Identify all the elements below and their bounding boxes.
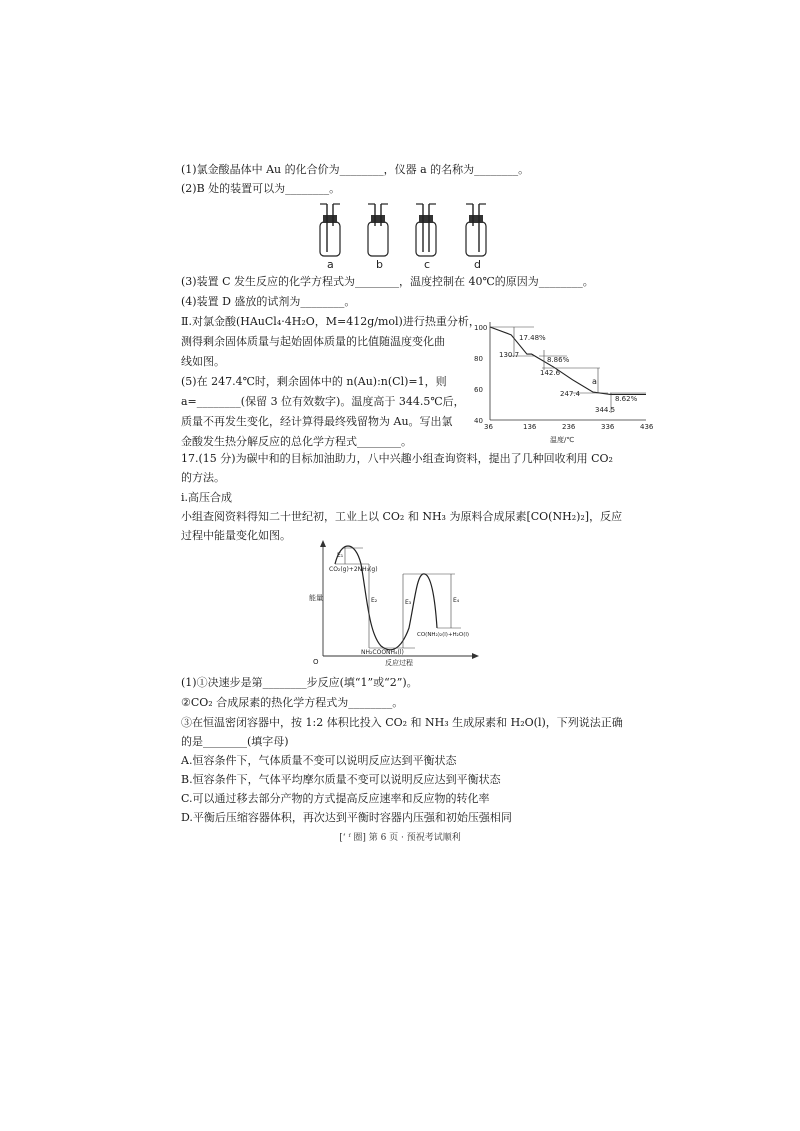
species-reactants: CO₂(g)+2NH₃(g) [329,566,378,573]
part2-intro-3: 线如图。 [181,355,225,368]
part2-intro-2: 测得剩余固体质量与起始固体质量的比值随温度变化曲 [181,335,445,348]
question-3: (3)装置 C 发生反应的化学方程式为________，温度控制在 40℃的原因为________。 [181,275,594,288]
label-e1: E₁ [337,552,344,559]
x-tick-label: 36 [484,423,493,431]
question-4: (4)装置 D 盛放的试剂为________。 [181,295,356,308]
q17-head-line1: 17.(15 分)为碳中和的目标加油助力，八中兴趣小组查询资料，提出了几种回收利用 CO₂ [181,452,613,465]
label-8-62: 8.62% [615,395,638,403]
label-130-7: 130.7 [499,351,520,359]
option-b: B.恒容条件下，气体平均摩尔质量不变可以说明反应达到平衡状态 [181,773,501,786]
x-tick-label: 336 [601,423,615,431]
question-5-line1: (5)在 247.4℃时，剩余固体中的 n(Au):n(Cl)=1，则 [181,375,447,388]
part2-intro-1: Ⅱ.对氯金酸(HAuCl₄·4H₂O，M=412g/mol)进行热重分析， [181,315,480,328]
y-tick-label: 60 [474,386,483,394]
q17-1-3-line2: 的是________(填字母) [181,735,289,748]
option-c: C.可以通过移去部分产物的方式提高反应速率和反应物的转化率 [181,792,490,805]
label-e2: E₂ [371,597,378,604]
bottle-label-b: b [376,258,383,271]
question-1: (1)氯金酸晶体中 Au 的化合价为________，仪器 a 的名称为________。 [181,163,530,176]
question-5-line2: a=________(保留 3 位有效数字)。温度高于 344.5℃后， [181,395,465,408]
label-142-6: 142.6 [540,369,561,377]
thermogravimetric-chart [472,318,662,448]
energy-axis-label: 能量 [309,594,323,602]
q17-head-line2: 的方法。 [181,471,225,484]
y-tick-label: 100 [474,324,488,332]
x-axis-label: 温度/℃ [550,436,575,444]
y-tick-label: 40 [474,417,483,425]
x-tick-label: 136 [523,423,537,431]
progress-axis-label: 反应过程 [385,659,413,667]
q17-intro-line1: 小组查阅资料得知二十世纪初，工业上以 CO₂ 和 NH₃ 为原料合成尿素[CO(NH₂)₂]，反应 [181,510,623,523]
gas-bottles-figure [300,200,510,272]
question-2: (2)B 处的装置可以为________。 [181,182,341,195]
energy-diagram [305,538,480,670]
bottle-label-a: a [327,258,334,271]
x-tick-label: 436 [640,423,654,431]
species-products: CO(NH₂)₂(l)+H₂O(l) [417,632,470,638]
bottle-b [368,204,388,256]
bottle-label-d: d [474,258,481,271]
y-tick-label: 80 [474,355,483,363]
q17-1-1: (1)①决速步是第________步反应(填“1”或“2”)。 [181,676,418,689]
label-8-86: 8.86% [547,356,570,364]
option-a: A.恒容条件下，气体质量不变可以说明反应达到平衡状态 [181,754,457,767]
q17-intro-line2: 过程中能量变化如图。 [181,529,291,542]
question-5-line4: 金酸发生热分解反应的总化学方程式________。 [181,435,412,448]
bottle-label-c: c [424,258,431,271]
label-e3: E₃ [405,599,412,606]
q17-1-2: ②CO₂ 合成尿素的热化学方程式为________。 [181,696,404,709]
label-e4: E₄ [453,597,460,604]
bottle-d [466,204,486,256]
label-344-5: 344.5 [595,406,616,414]
q17-1-3-line1: ③在恒温密闭容器中，按 1:2 体积比投入 CO₂ 和 NH₃ 生成尿素和 H₂O(l)，下列说法正确 [181,716,623,729]
label-a: a [592,377,597,386]
question-5-line3: 质量不再发生变化，经计算得最终残留物为 Au。写出氯 [181,415,453,428]
bottle-c [416,204,436,256]
option-d: D.平衡后压缩容器体积，再次达到平衡时容器内压强和初始压强相同 [181,811,512,824]
q17-subheading-i: ⅰ.高压合成 [181,491,233,504]
label-247-4: 247.4 [560,390,581,398]
bottle-a [320,204,340,256]
label-17-48: 17.48% [519,334,546,342]
x-tick-label: 236 [562,423,576,431]
species-intermediate: NH₂COONH₄(l) [361,649,404,656]
origin-label: O [313,658,319,666]
page-footer: [ʻ ᶠ 圈] 第 6 页 · 预祝考试顺利 [339,833,461,843]
